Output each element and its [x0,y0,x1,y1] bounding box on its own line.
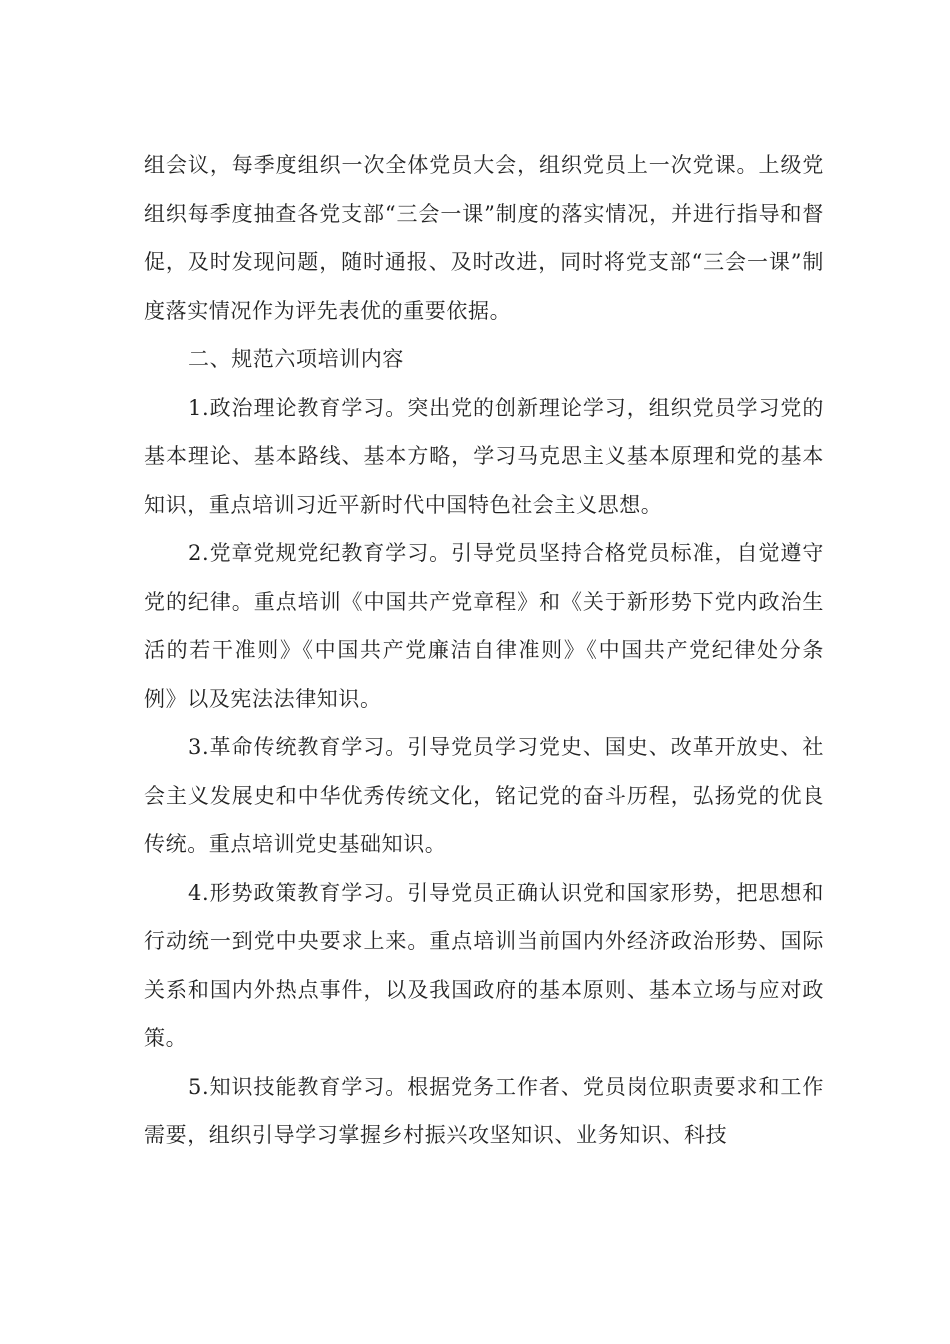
section-heading: 二、规范六项培训内容 [188,347,404,371]
paragraph-item-5: 5.知识技能教育学习。根据党务工作者、党员岗位职责要求和工作需要，组织引导学习掌握乡村振兴攻坚知识、业务知识、科技 [144,1074,824,1147]
document-body [144,141,824,1160]
paragraph-item-1: 1.政治理论教育学习。突出党的创新理论学习，组织党员学习党的基本理论、基本路线、基本方略，学习马克思主义基本原理和党的基本知识，重点培训习近平新时代中国特色社会主义思想。 [144,395,824,517]
paragraph-item-4: 4.形势政策教育学习。引导党员正确认识党和国家形势，把思想和行动统一到党中央要求上来。重点培训当前国内外经济政治形势、国际关系和国内外热点事件，以及我国政府的基本原则、基本立场与应对政策。 [144,880,824,1050]
paragraph-item-3: 3.革命传统教育学习。引导党员学习党史、国史、改革开放史、社会主义发展史和中华优秀传统文化，铭记党的奋斗历程，弘扬党的优良传统。重点培训党史基础知识。 [144,735,824,856]
paragraph-continuation: 组会议，每季度组织一次全体党员大会，组织党员上一次党课。上级党组织每季度抽查各党支部“三会一课”制度的落实情况，并进行指导和督促，及时发现问题，随时通报、及时改进，同时将党支部“三会一课”制度落实情况作为评先表优的重要依据。 [144,153,824,323]
paragraph-item-2: 2.党章党规党纪教育学习。引导党员坚持合格党员标准，自觉遵守党的纪律。重点培训《中国共产党章程》和《关于新形势下党内政治生活的若干准则》《中国共产党廉洁自律准则》《中国共产党纪律处分条例》以及宪法法律知识。 [144,541,824,711]
